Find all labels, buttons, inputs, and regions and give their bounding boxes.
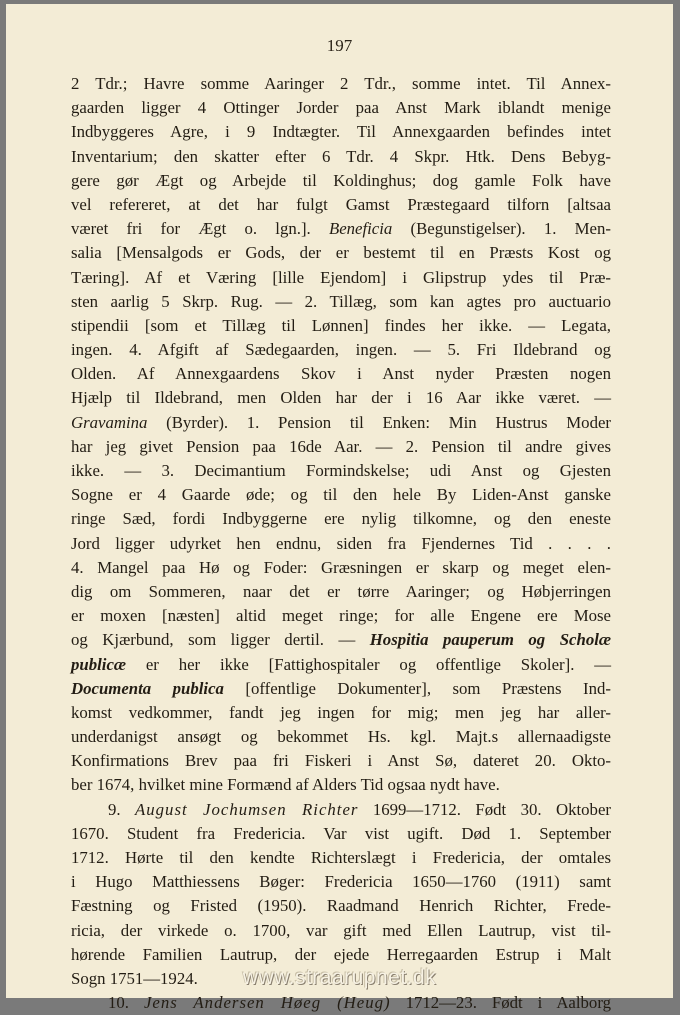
text-line — [71, 749, 611, 773]
text-segment: gere gør Ægt og Arbejde til Koldinghus; dog gamle Folk have — [71, 170, 611, 190]
text-line — [71, 314, 611, 338]
text-line — [71, 459, 611, 483]
watermark: www.straarupnet.dk — [242, 966, 437, 989]
text-line — [71, 435, 611, 459]
text-segment: 9. — [108, 799, 136, 819]
text-segment: Sogn 1751—1924. — [71, 968, 198, 988]
text-line — [71, 822, 611, 846]
text-line — [71, 120, 611, 144]
text-segment: underdanigst ansøgt og bekommet Hs. kgl. Majt.s allernaadigste — [71, 727, 611, 747]
text-segment: ingen. 4. Afgift af Sædegaarden, ingen. — 5. Fri Ildebrand og — [71, 340, 611, 360]
text-segment: er her ikke [Fattighospitaler og offentlige Skoler]. — — [126, 654, 611, 674]
text-segment: ricia, der virkede o. 1700, var gift med Ellen Lautrup, vist til- — [71, 920, 611, 940]
text-segment: Hjælp til Ildebrand, men Olden har der i 16 Aar ikke været. — — [71, 388, 611, 408]
text-segment: 1712. Hørte til den kendte Richterslægt i Fredericia, der omtales — [71, 848, 611, 867]
text-segment: Olden. Af Annexgaardens Skov i Anst nyder Præsten nogen — [71, 364, 611, 384]
text-line — [71, 217, 611, 241]
text-line — [71, 169, 611, 193]
text-segment: sten aarlig 5 Skrp. Rug. — 2. Tillæg, som kan agtes pro auctuario — [71, 291, 611, 311]
text-line — [71, 798, 611, 822]
text-segment: [offentlige Dokumenter], som Præstens Ind- — [223, 678, 611, 698]
page-number: 197 — [326, 36, 353, 55]
text-segment: (Byrder). 1. Pension til Enken: Min Hustrus Moder — [147, 412, 611, 432]
text-line — [71, 193, 611, 217]
text-segment: er moxen [næsten] altid meget ringe; for alle Engene ere Mose — [71, 606, 611, 626]
text-line — [71, 725, 611, 749]
emphasized-text: Jens Andersen Høeg (Heug) — [143, 993, 391, 1013]
text-segment: Inventarium; den skatter efter 6 Tdr. 4 Skpr. Htk. Dens Bebyg- — [71, 146, 611, 166]
text-segment: 4. Mangel paa Hø og Foder: Græsningen er skarp og meget elen- — [71, 557, 611, 577]
text-segment: ringe Sæd, fordi Indbyggerne ere nylig tilkomne, og den eneste — [71, 509, 611, 529]
text-segment: Indbyggeres Agre, i 9 Indtægter. Til Annexgaarden befindes intet — [71, 122, 611, 142]
text-line — [71, 580, 611, 604]
text-line — [71, 483, 611, 507]
text-segment: Tæring]. Af et Væring [lille Ejendom] i Glipstrup ydes til Præ- — [71, 267, 611, 287]
text-line — [71, 846, 611, 870]
text-segment: 1670. Student fra Fredericia. Var vist ugift. Død 1. September — [71, 823, 611, 843]
text-segment: ikke. — 3. Decimantium Formindskelse; udi Anst og Gjesten — [71, 461, 611, 480]
text-line — [71, 72, 611, 96]
text-line — [71, 653, 611, 677]
text-line — [71, 532, 611, 556]
text-line — [71, 241, 611, 265]
text-line — [71, 991, 611, 1015]
text-segment: Jord ligger udyrket hen endnu, siden fra Fjendernes Tid . . . . — [71, 533, 611, 553]
emphasized-text: publicæ — [71, 654, 127, 674]
text-line — [71, 411, 611, 435]
text-segment: Fæstning og Fristed (1950). Raadmand Henrich Richter, Frede- — [71, 896, 611, 916]
text-line — [71, 386, 611, 410]
text-segment: dig om Sommeren, naar det er tørre Aaringer; og Høbjerringen — [71, 581, 611, 601]
text-line — [71, 919, 611, 943]
body-text — [71, 72, 611, 1015]
text-segment: 1712—23. Født i Aalborg — [390, 993, 612, 1013]
emphasized-text: August Jochumsen Richter — [135, 799, 359, 819]
text-segment: salia [Mensalgods er Gods, der er bestemt til en Præsts Kost og — [71, 243, 611, 263]
text-line — [71, 507, 611, 531]
text-line — [71, 556, 611, 580]
text-segment: 2 Tdr.; Havre somme Aaringer 2 Tdr., somme intet. Til Annex- — [71, 74, 611, 93]
text-line — [71, 96, 611, 120]
text-segment: 1699—1712. Født 30. Oktober — [358, 799, 611, 819]
text-line — [71, 628, 611, 652]
text-line — [71, 677, 611, 701]
text-segment: stipendii [som et Tillæg til Lønnen] findes her ikke. — Legata, — [71, 315, 611, 335]
emphasized-text: Beneficia — [328, 219, 393, 239]
text-segment: vel refereret, at det har fulgt Gamst Præstegaard tilforn [altsaa — [71, 194, 611, 214]
emphasized-text: Gravamina — [71, 412, 148, 432]
text-segment: har jeg givet Pension paa 16de Aar. — 2. Pension til andre gives — [71, 436, 611, 456]
text-segment: været fri for Ægt o. lgn.]. — [71, 219, 329, 239]
text-segment: i Hugo Matthiessens Bøger: Fredericia 1650—1760 (1911) samt — [71, 872, 611, 892]
book-page — [6, 4, 673, 1013]
text-line — [71, 604, 611, 628]
text-segment: hørende Familien Lautrup, der ejede Herregaarden Estrup i Malt — [71, 944, 611, 964]
text-line — [71, 894, 611, 918]
emphasized-text: Hospitia pauperum og Scholæ — [369, 630, 611, 650]
text-line — [71, 701, 611, 725]
text-line — [71, 773, 611, 797]
text-line — [71, 362, 611, 386]
text-line — [71, 870, 611, 894]
text-segment: komst vedkommer, fandt jeg ingen for mig; men jeg har aller- — [71, 702, 611, 722]
text-line — [71, 943, 611, 967]
text-segment: gaarden ligger 4 Ottinger Jorder paa Anst Mark iblandt menige — [71, 98, 611, 118]
text-segment: 10. — [108, 993, 144, 1013]
text-segment: og Kjærbund, som ligger dertil. — — [71, 630, 370, 650]
text-segment: (Begunstigelser). 1. Men- — [392, 219, 611, 239]
text-segment: Konfirmations Brev paa fri Fiskeri i Anst Sø, dateret 20. Okto- — [71, 751, 611, 771]
text-line — [71, 266, 611, 290]
text-line — [71, 290, 611, 314]
emphasized-text: Documenta publica — [71, 678, 224, 698]
text-segment: Sogne er 4 Gaarde øde; og til den hele By Liden-Anst ganske — [71, 485, 611, 505]
text-line — [71, 145, 611, 169]
text-line — [71, 338, 611, 362]
text-segment: ber 1674, hvilket mine Formænd af Alders Tid ogsaa nydt have. — [71, 775, 500, 795]
